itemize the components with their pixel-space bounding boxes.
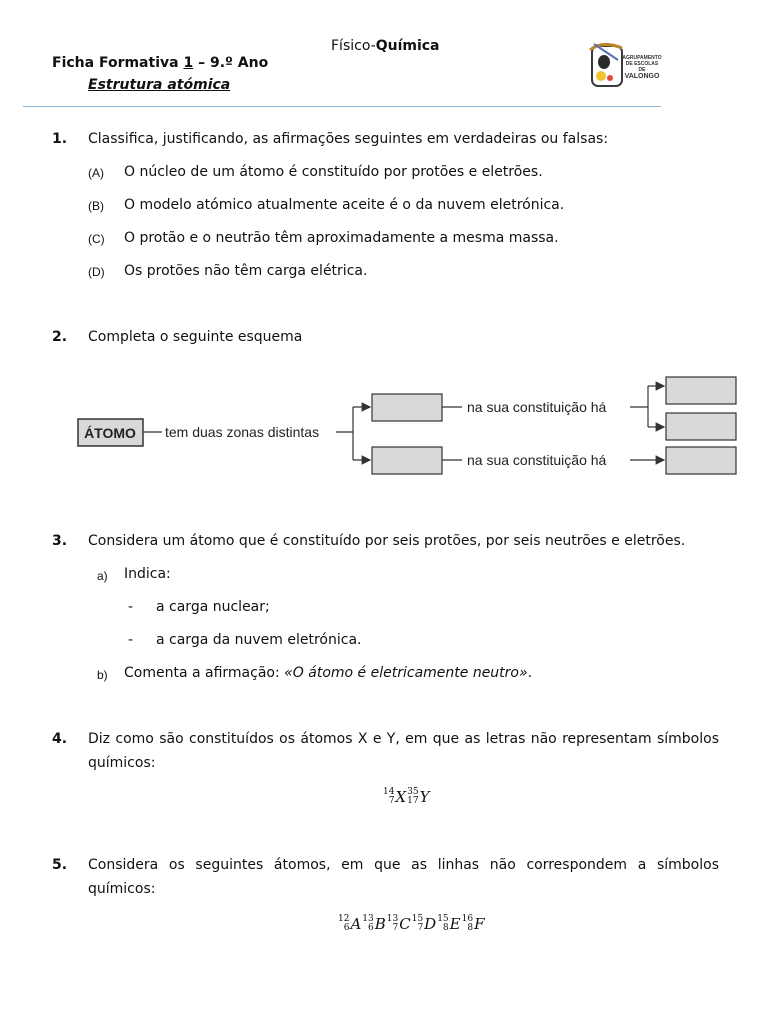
q3-text: Considera um átomo que é constituído por seis protões, por seis neutrões e eletrões. [88, 533, 686, 549]
q1-option-d-label: (D) [88, 265, 105, 279]
logo-line-3: VALONGO [624, 73, 660, 80]
q4-atom-y-z: 17 [407, 796, 419, 806]
particle-blank-1[interactable] [666, 377, 736, 404]
q5-atom-a-z: 6 [343, 923, 350, 933]
q5-atom-d-symbol: D [424, 915, 437, 933]
q1-option-d-text: Os protões não têm carga elétrica. [124, 263, 368, 279]
q4-line-1: Diz como são constituídos os átomos X e Y, em que as letras não representam símbolos [88, 731, 719, 747]
q5-atom-f-symbol: F [474, 915, 485, 933]
q5-number: 5. [52, 857, 68, 873]
sheet-suffix: – 9.º Ano [193, 55, 269, 71]
logo-line-1: AGRUPAMENTO [622, 55, 662, 61]
q4-line-2: químicos: [88, 755, 156, 771]
q3-a-dash-2: - [128, 632, 134, 648]
q1-text: Classifica, justificando, as afirmações seguintes em verdadeiras ou falsas: [88, 131, 609, 147]
q4-atom-x-mass: 14 [383, 787, 395, 797]
q5-atom-f-mass: 16 [461, 914, 474, 924]
q1-option-a-label: (A) [88, 166, 104, 180]
q1-option-a-text: O núcleo de um átomo é constituído por protões e eletrões. [124, 164, 543, 180]
header-divider [23, 106, 661, 107]
q5-atom-d-mass: 15 [411, 914, 424, 924]
q4-number: 4. [52, 731, 68, 747]
q5-atom-b-z: 6 [368, 923, 374, 933]
atom-scheme-diagram [70, 372, 740, 482]
q4-atom-y-mass: 35 [407, 787, 419, 797]
sheet-title [52, 55, 268, 71]
subject-bold: Química [375, 38, 440, 54]
q1-option-c-label: (C) [88, 232, 105, 246]
subject-prefix: Físico- [331, 38, 376, 54]
q5-atom-b-mass: 13 [362, 914, 374, 924]
topic-title: Estrutura atómica [88, 77, 231, 93]
q1-option-b-text: O modelo atómico atualmente aceite é o da nuvem eletrónica. [124, 197, 565, 213]
logo-line-2: DE ESCOLAS DE [625, 61, 659, 73]
q5-atom-c [387, 915, 411, 933]
constitution-label-1: na sua constituição há [467, 399, 607, 415]
particle-blank-2[interactable] [666, 413, 736, 440]
constitution-label-2: na sua constituição há [467, 452, 607, 468]
q5-atom-c-z: 7 [392, 923, 399, 933]
q3-b-text [124, 665, 532, 681]
q5-atom-a-symbol: A [350, 915, 362, 933]
q5-atom-a-mass: 12 [338, 914, 350, 924]
q5-atom-d [412, 915, 436, 933]
q5-atom-f-z: 8 [467, 923, 474, 933]
q2-text: Completa o seguinte esquema [88, 329, 303, 345]
q1-option-b-label: (B) [88, 199, 104, 213]
q4-atom-x-symbol: X [395, 788, 407, 806]
q5-atom-d-z: 7 [417, 923, 424, 933]
q3-number: 3. [52, 533, 68, 549]
zone-blank-2[interactable] [372, 447, 442, 474]
q5-atoms [338, 915, 485, 933]
q4-atom-x [383, 788, 406, 806]
q3-a-dash-1: - [128, 599, 134, 615]
q2-number: 2. [52, 329, 68, 345]
q5-atom-e [437, 915, 460, 933]
q5-atom-c-symbol: C [399, 915, 411, 933]
q5-atom-a [338, 915, 361, 933]
q5-atom-e-z: 8 [442, 923, 449, 933]
q4-atom-y [407, 788, 429, 806]
subject-title [331, 38, 440, 54]
q5-atom-b-symbol: B [374, 915, 386, 933]
q1-option-c-text: O protão e o neutrão têm aproximadamente a mesma massa. [124, 230, 559, 246]
q5-line-2: químicos: [88, 881, 156, 897]
q4-atom-x-z: 7 [388, 796, 395, 806]
q3-b-prefix: Comenta a afirmação: [124, 665, 285, 681]
school-logo [588, 40, 664, 90]
q4-atom-y-symbol: Y [419, 788, 430, 806]
q4-atoms [383, 788, 431, 806]
atom-label: ÁTOMO [84, 425, 136, 441]
zone-blank-1[interactable] [372, 394, 442, 421]
q5-atom-c-mass: 13 [386, 914, 399, 924]
sheet-number: 1 [183, 55, 194, 71]
q3-b-label: b) [97, 668, 108, 682]
q5-atom-f [462, 915, 485, 933]
particle-blank-3[interactable] [666, 447, 736, 474]
q3-b-quote: «O átomo é eletricamente neutro» [284, 665, 528, 681]
q5-line-1: Considera os seguintes átomos, em que as linhas não correspondem a símbolos [88, 857, 719, 873]
zones-label: tem duas zonas distintas [165, 424, 320, 440]
sheet-prefix: Ficha Formativa [52, 55, 184, 71]
q3-a-text: Indica: [124, 566, 171, 582]
q5-atom-b [362, 915, 385, 933]
q3-a-item-2: a carga da nuvem eletrónica. [156, 632, 362, 648]
q5-atom-e-mass: 15 [437, 914, 449, 924]
q1-number: 1. [52, 131, 68, 147]
q3-a-label: a) [97, 569, 108, 583]
q3-a-item-1: a carga nuclear; [156, 599, 270, 615]
q5-atom-e-symbol: E [449, 915, 461, 933]
q3-b-suffix: . [527, 665, 533, 681]
